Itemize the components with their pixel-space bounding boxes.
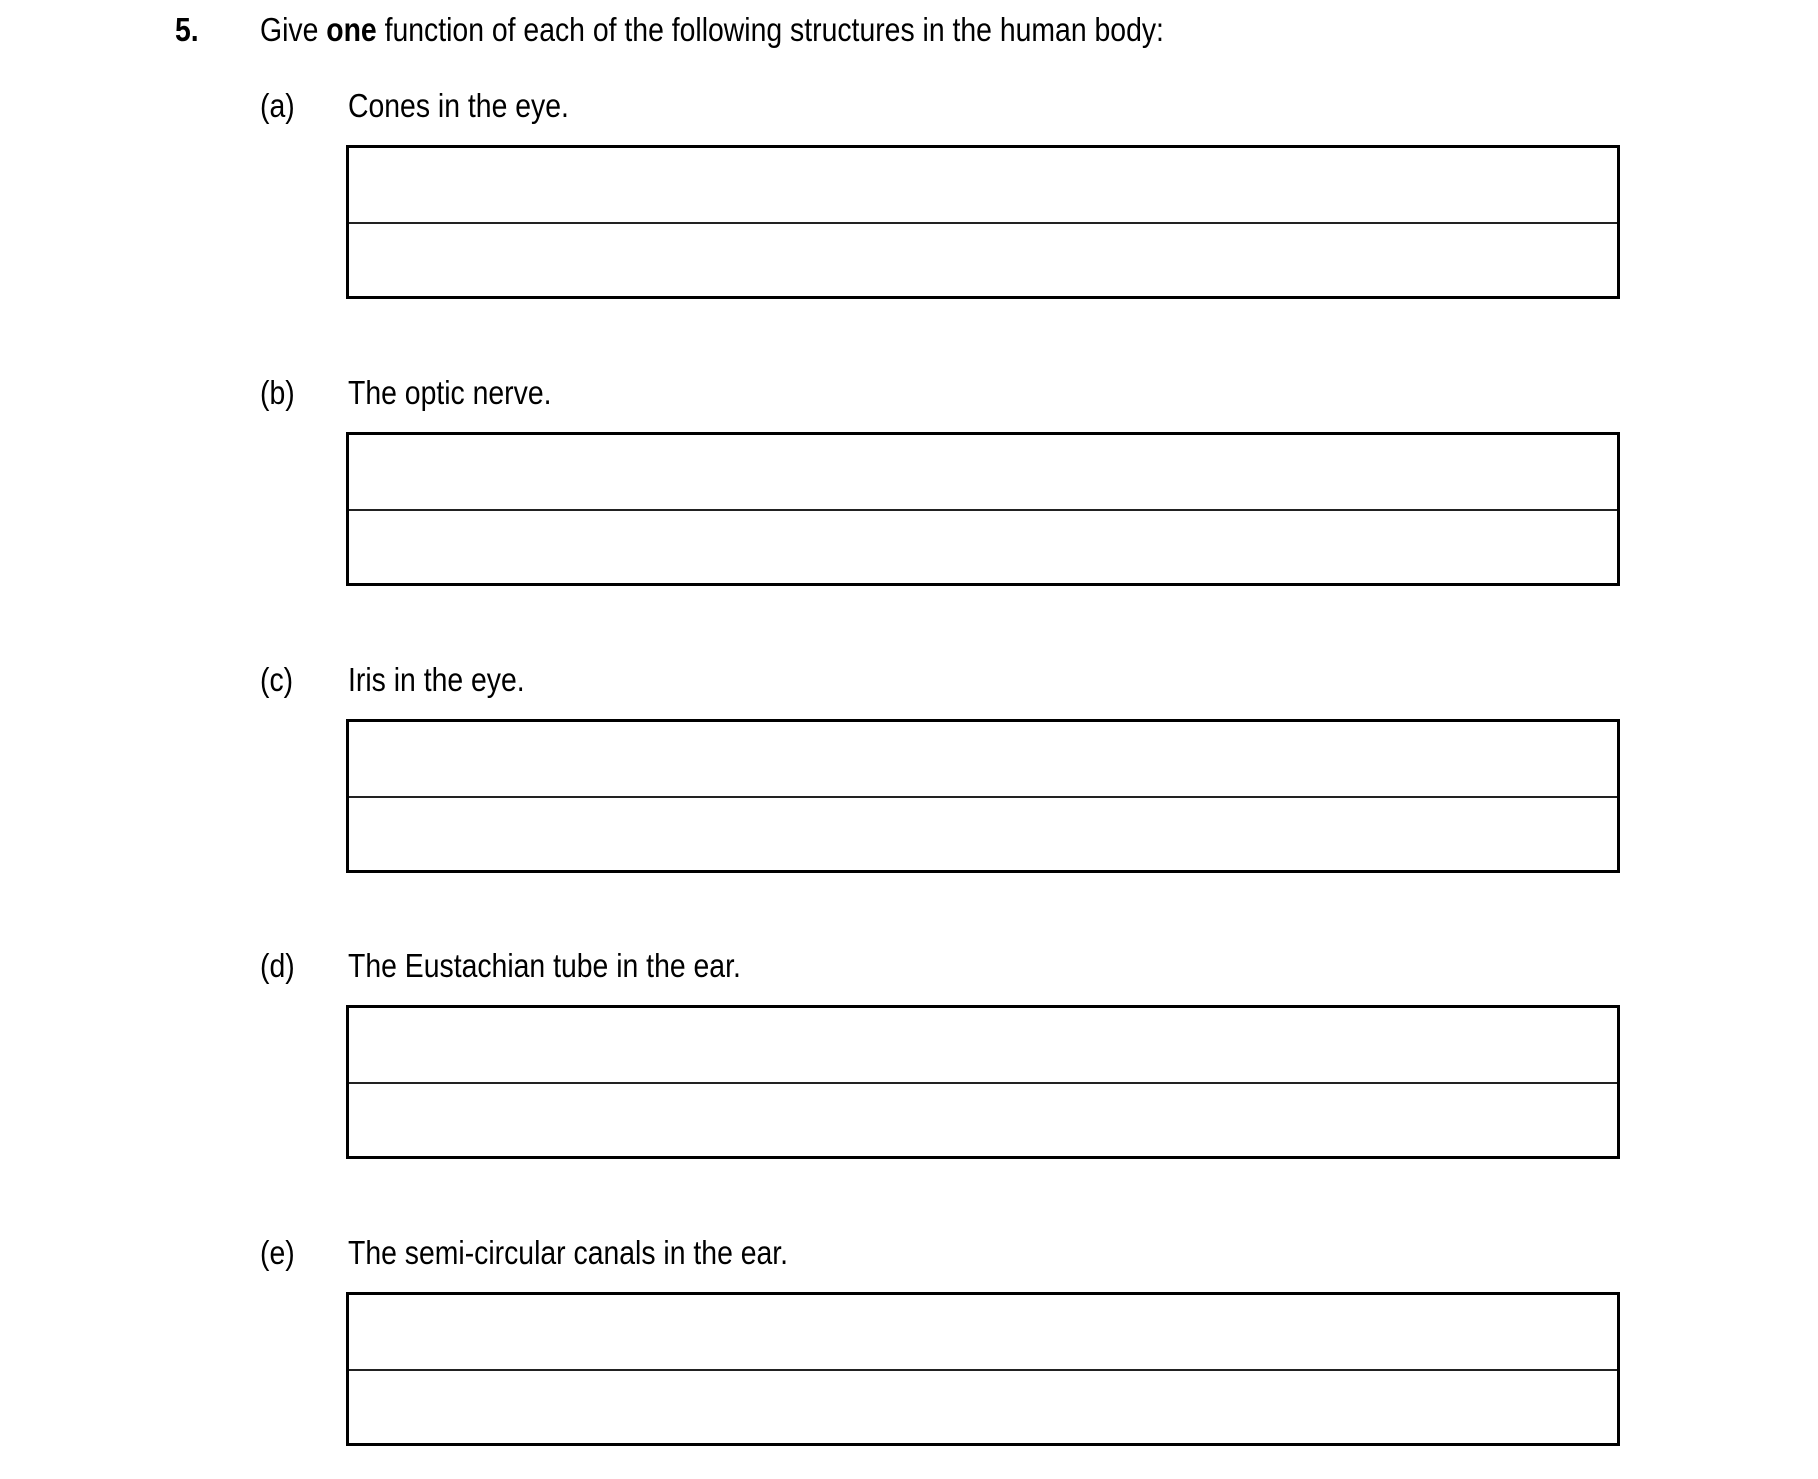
part-label: (a) — [260, 87, 295, 124]
part-label: (c) — [260, 661, 294, 698]
part-text: The semi-circular canals in the ear. — [348, 1234, 789, 1271]
part-text: Cones in the eye. — [348, 87, 569, 124]
answer-line-2[interactable] — [349, 1371, 1617, 1443]
answer-line-1[interactable] — [349, 435, 1617, 511]
part-text: The optic nerve. — [348, 374, 552, 411]
answer-line-2[interactable] — [349, 1084, 1617, 1156]
prompt-emphasis: one — [326, 11, 377, 48]
part-text: The Eustachian tube in the ear. — [348, 947, 741, 984]
answer-line-1[interactable] — [349, 1295, 1617, 1371]
part-label: (e) — [260, 1234, 295, 1271]
answer-line-1[interactable] — [349, 148, 1617, 224]
answer-line-2[interactable] — [349, 798, 1617, 870]
question-number: 5. — [175, 11, 199, 48]
part-text: Iris in the eye. — [348, 661, 525, 698]
answer-box-d — [346, 1005, 1620, 1159]
prompt-after: function of each of the following structures in the human body: — [376, 11, 1164, 48]
answer-line-2[interactable] — [349, 224, 1617, 296]
answer-line-1[interactable] — [349, 722, 1617, 798]
question-prompt — [260, 10, 1164, 50]
answer-box-e — [346, 1292, 1620, 1446]
part-label: (d) — [260, 947, 295, 984]
prompt-before: Give — [260, 11, 327, 48]
answer-line-2[interactable] — [349, 511, 1617, 583]
answer-box-c — [346, 719, 1620, 873]
answer-line-1[interactable] — [349, 1008, 1617, 1084]
answer-box-a — [346, 145, 1620, 299]
part-label: (b) — [260, 374, 295, 411]
answer-box-b — [346, 432, 1620, 586]
